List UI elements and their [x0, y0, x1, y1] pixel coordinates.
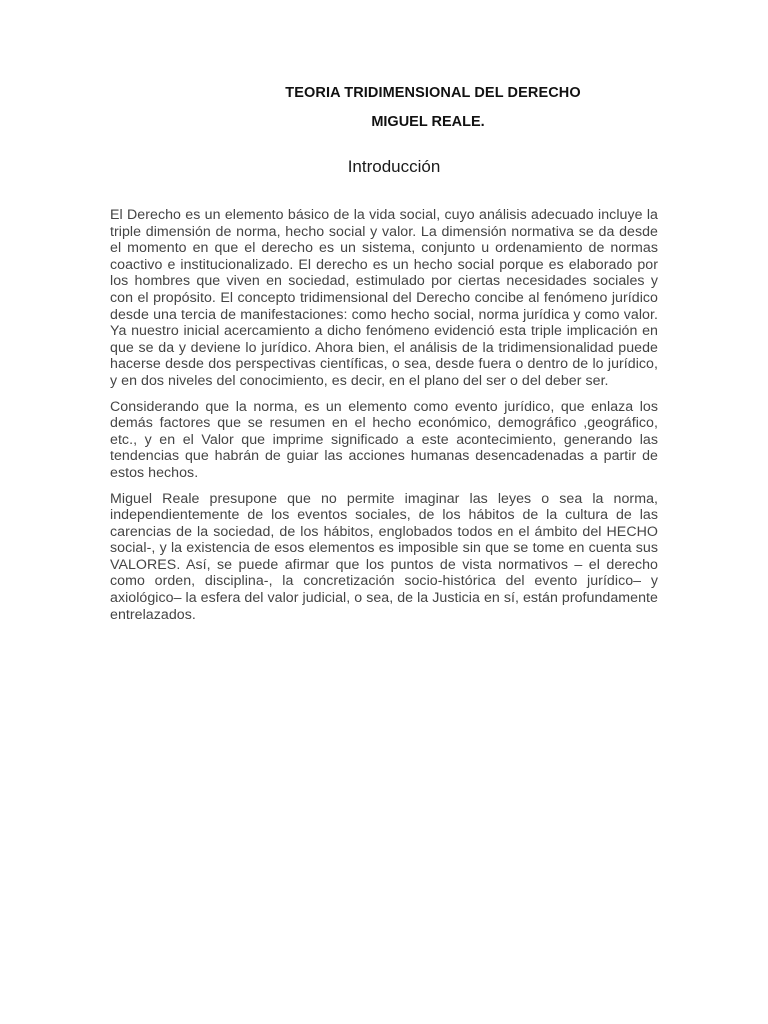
document-title: TEORIA TRIDIMENSIONAL DEL DERECHO — [285, 85, 581, 101]
paragraph-3: Miguel Reale presupone que no permite imaginar las leyes o sea la norma, independientemente de los eventos sociales, de los hábitos de la cultura de las carencias de la sociedad, de los hábitos, englobados todos en el ámbito del HECHO social-, y la existencia de esos elementos es imposible sin que se tome en cuenta sus VALORES. Así, se puede afirmar que los puntos de vista normativos – el derecho como orden, disciplina-, la concretización socio-histórica del evento jurídico– y axiológico– la esfera del valor judicial, o sea, de la Justicia en sí, están profundamente entrelazados. — [110, 490, 658, 623]
document-author: MIGUEL REALE. — [371, 114, 485, 130]
paragraph-1: El Derecho es un elemento básico de la vida social, cuyo análisis adecuado incluye la triple dimensión de norma, hecho social y valor. La dimensión normativa se da desde el momento en que el derecho es un sistema, conjunto u ordenamiento de normas coactivo e institucionalizado. El derecho es un hecho social porque es elaborado por los hombres que viven en sociedad, estimulado por ciertas necesidades sociales y con el propósito. El concepto tridimensional del Derecho concibe al fenómeno jurídico desde una tercia de manifestaciones: como hecho social, norma jurídica y como valor. Ya nuestro inicial acercamiento a dicho fenómeno evidenció esta triple implicación en que se da y deviene lo jurídico. Ahora bien, el análisis de la tridimensionalidad puede hacerse desde dos perspectivas científicas, o sea, desde fuera o dentro de lo jurídico, y en dos niveles del conocimiento, es decir, en el plano del ser o del deber ser. — [110, 207, 658, 389]
paragraph-2: Considerando que la norma, es un elemento como evento jurídico, que enlaza los demás factores que se resumen en el hecho económico, demográfico ,geográfico, etc., y en el Valor que imprime significado a este acontecimiento, generando las tendencias que habrán de guiar las acciones humanas desencadenadas a partir de estos hechos. — [110, 398, 658, 481]
document-body — [110, 207, 658, 632]
section-heading: Introducción — [347, 157, 441, 176]
